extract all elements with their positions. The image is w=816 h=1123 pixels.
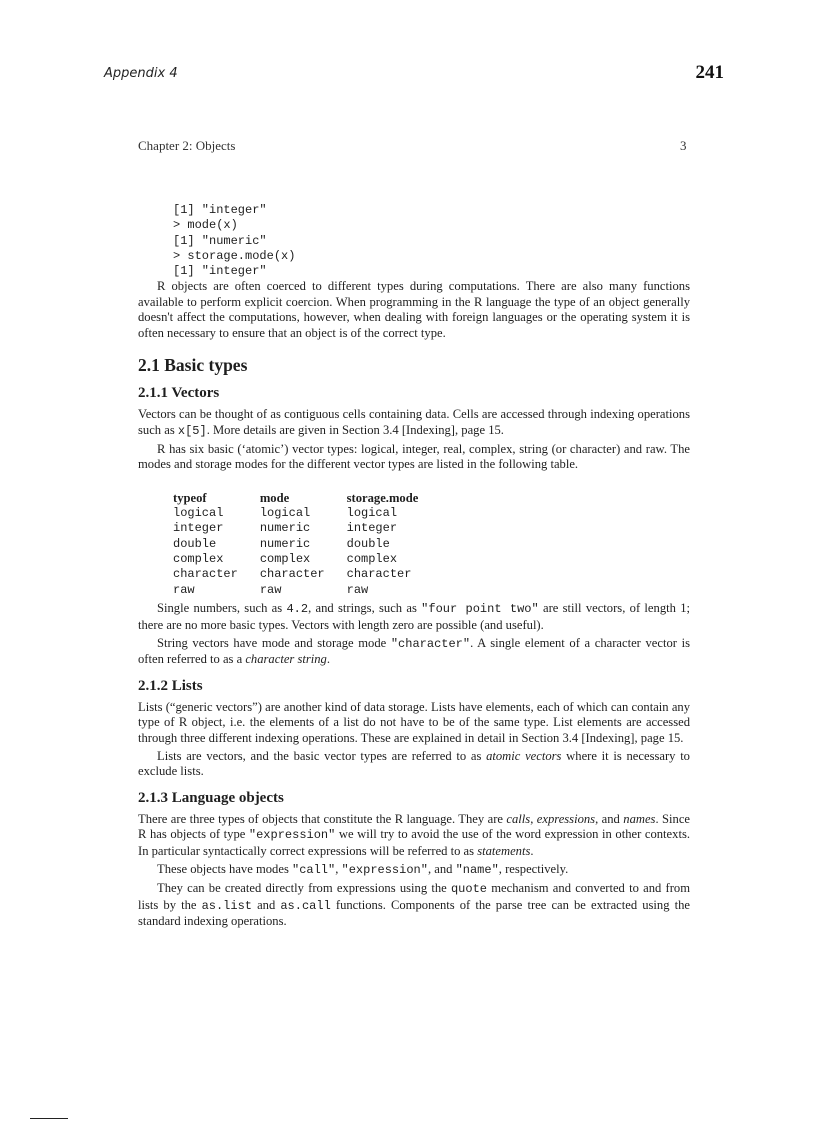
code-line: > storage.mode(x) <box>173 248 296 263</box>
table-cell: character <box>259 567 325 582</box>
table-header: storage.mode <box>346 490 419 505</box>
table-cell: integer <box>346 521 398 536</box>
table-header-row <box>173 490 440 506</box>
table-header: typeof <box>173 490 207 505</box>
vectors-paragraph-3: Single numbers, such as 4.2, and strings, such as "four point two" are still vectors, of length 1; there are no more basic types. Vectors with length zero are possible (and useful). <box>138 601 690 632</box>
table-row <box>173 521 440 536</box>
language-paragraph-1: There are three types of objects that constitute the R language. They are calls, expressions, and names. Since R has objects of type "expression" we will try to avoid the use of the word expression in other contexts. In particular syntactically correct expressions will be referred to as statements. <box>138 811 691 858</box>
intro-paragraph: R objects are often coerced to different types during computations. There are also many functions available to perform explicit coercion. When programming in the R language the type of an object generally doesn't affect the computations, however, when dealing with foreign languages or the operating system it is often necessary to ensure that an object is of the correct type. <box>138 279 690 340</box>
running-header-appendix: Appendix 4 <box>104 66 178 81</box>
table-cell: logical <box>173 505 224 520</box>
language-paragraph-3: They can be created directly from expressions using the quote mechanism and converted to and from lists by the as.list and as.call functions. Components of the parse tree can be extracted using the standard indexing operations. <box>138 881 690 929</box>
table-cell: character <box>346 567 412 582</box>
table-cell: character <box>173 567 238 582</box>
table-cell: complex <box>173 551 224 566</box>
table-cell: logical <box>346 505 398 520</box>
vectors-paragraph-1: Vectors can be thought of as contiguous cells containing data. Cells are accessed through indexing operations such as x[5]. More details are given in Section 3.4 [Indexing], page 15. <box>138 407 690 438</box>
vectors-paragraph-2: R has six basic (‘atomic’) vector types: logical, integer, real, complex, string (or character) and raw. The modes and storage modes for the different vector types are listed in the following table. <box>138 441 690 472</box>
table-row <box>173 506 440 521</box>
code-line: > mode(x) <box>173 218 238 233</box>
table-row <box>173 552 440 567</box>
lists-paragraph-2: Lists are vectors, and the basic vector types are referred to as atomic vectors where it is necessary to exclude lists. <box>138 749 690 779</box>
table-row <box>173 567 440 582</box>
table-cell: complex <box>259 551 311 566</box>
lists-paragraph-1: Lists (“generic vectors”) are another kind of data storage. Lists have elements, each of which can contain any type of R object, i.e. the elements of a list do not have to be of the same type. List elements are accessed through three different indexing operations. These are explained in detail in Section 3.4 [Indexing], page 15. <box>138 699 690 745</box>
code-block <box>173 203 690 279</box>
table-cell: double <box>173 536 217 551</box>
code-line: [1] "integer" <box>173 203 267 217</box>
table-cell: integer <box>173 521 224 536</box>
table-header: mode <box>259 490 290 505</box>
table-cell: logical <box>259 505 311 520</box>
table-cell: double <box>346 536 390 551</box>
section-heading-vectors: 2.1.1 Vectors <box>138 385 220 402</box>
vectors-paragraph-4: String vectors have mode and storage mode "character". A single element of a character vector is often referred to as a character string. <box>138 635 690 667</box>
table-row <box>173 537 440 552</box>
code-line: [1] "numeric" <box>173 233 267 248</box>
section-heading-language-objects: 2.1.3 Language objects <box>138 789 284 806</box>
section-heading-lists: 2.1.2 Lists <box>138 677 203 694</box>
chapter-header: Chapter 2: Objects <box>138 138 236 153</box>
table-cell: complex <box>346 551 398 566</box>
inner-page-number: 3 <box>680 138 687 153</box>
table-cell: raw <box>346 582 369 597</box>
vector-types-table <box>173 490 440 598</box>
language-paragraph-2: These objects have modes "call", "expression", and "name", respectively. <box>157 862 569 878</box>
section-heading-basic-types: 2.1 Basic types <box>138 355 248 376</box>
page-number: 241 <box>695 62 724 83</box>
table-row <box>173 583 440 598</box>
table-cell: numeric <box>259 536 311 551</box>
footer-rule <box>30 1118 68 1119</box>
table-cell: raw <box>173 582 195 597</box>
table-cell: raw <box>259 582 282 597</box>
code-line: [1] "integer" <box>173 264 267 279</box>
page-content <box>138 203 690 930</box>
table-cell: numeric <box>259 521 311 536</box>
